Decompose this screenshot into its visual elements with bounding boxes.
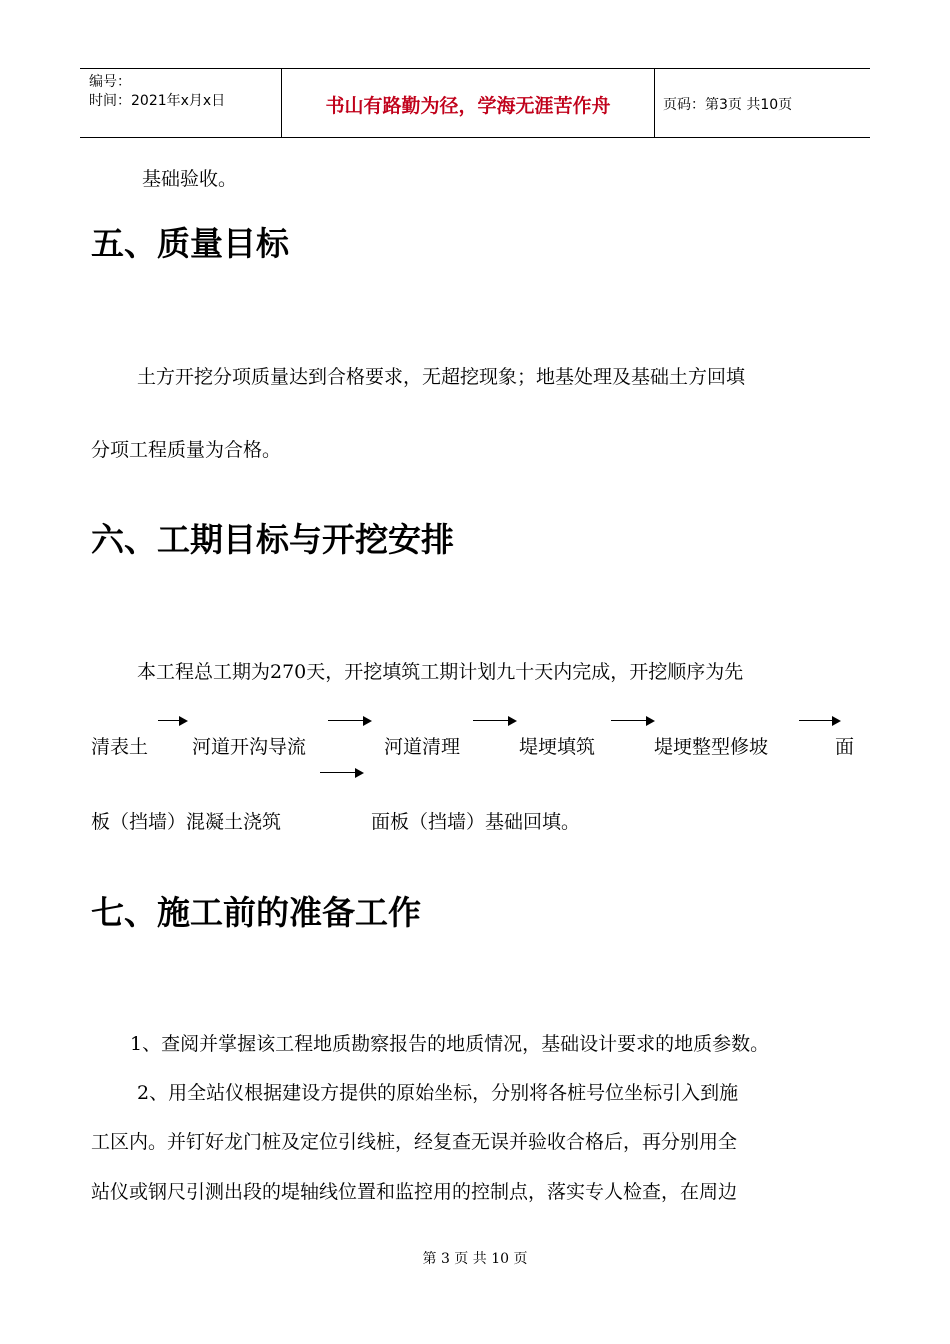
section5-line1: 土方开挖分项质量达到合格要求，无超挖现象；地基处理及基础土方回填 xyxy=(137,366,746,388)
motto: 书山有路勤为径，学海无涯苦作舟 xyxy=(325,95,611,117)
section7-item1: 1、查阅并掌握该工程地质勘察报告的地质情况，基础设计要求的地质参数。 xyxy=(130,1033,770,1055)
step-2: 河道开沟导流 xyxy=(192,736,307,758)
section7-item2-line1: 2、用全站仪根据建设方提供的原始坐标，分别将各桩号位坐标引入到施 xyxy=(137,1082,739,1104)
header-meta-cell xyxy=(80,69,282,137)
page-footer: 第 3 页 共 10 页 xyxy=(422,1251,528,1267)
serial-label: 编号： xyxy=(89,74,131,90)
section5-heading: 五、质量目标 xyxy=(91,224,289,263)
arrow-right-icon xyxy=(473,716,517,726)
arrow-right-icon xyxy=(158,716,188,726)
header-page-cell xyxy=(655,69,870,137)
section6-line3b: 面板（挡墙）基础回填。 xyxy=(371,811,581,833)
step-3: 河道清理 xyxy=(384,736,461,758)
arrow-right-icon xyxy=(611,716,655,726)
page-header xyxy=(80,68,870,138)
step-1: 清表土 xyxy=(91,736,149,758)
section5-line2: 分项工程质量为合格。 xyxy=(91,439,282,461)
section6-heading: 六、工期目标与开挖安排 xyxy=(91,520,454,559)
step-6: 面 xyxy=(835,736,855,758)
section6-line3a: 板（挡墙）混凝土浇筑 xyxy=(91,811,282,833)
arrow-right-icon xyxy=(328,716,372,726)
section7-item2-line3: 站仪或钢尺引测出段的堤轴线位置和监控用的控制点，落实专人检查，在周边 xyxy=(91,1181,738,1203)
arrow-right-icon xyxy=(799,716,841,726)
step-5: 堤埂整型修坡 xyxy=(654,736,769,758)
section7-heading: 七、施工前的准备工作 xyxy=(91,893,421,932)
time-label: 时间：2021年x月x日 xyxy=(89,93,226,109)
section7-item2-line2: 工区内。并钉好龙门桩及定位引线桩，经复查无误并验收合格后，再分别用全 xyxy=(91,1131,738,1153)
section6-line1: 本工程总工期为270天，开挖填筑工期计划九十天内完成，开挖顺序为先 xyxy=(137,661,744,683)
step-4: 堤埂填筑 xyxy=(519,736,596,758)
header-page-info: 页码：第3页 共10页 xyxy=(663,97,793,113)
intro-line: 基础验收。 xyxy=(142,168,238,190)
header-motto-cell xyxy=(282,69,655,137)
arrow-right-icon xyxy=(320,768,364,778)
